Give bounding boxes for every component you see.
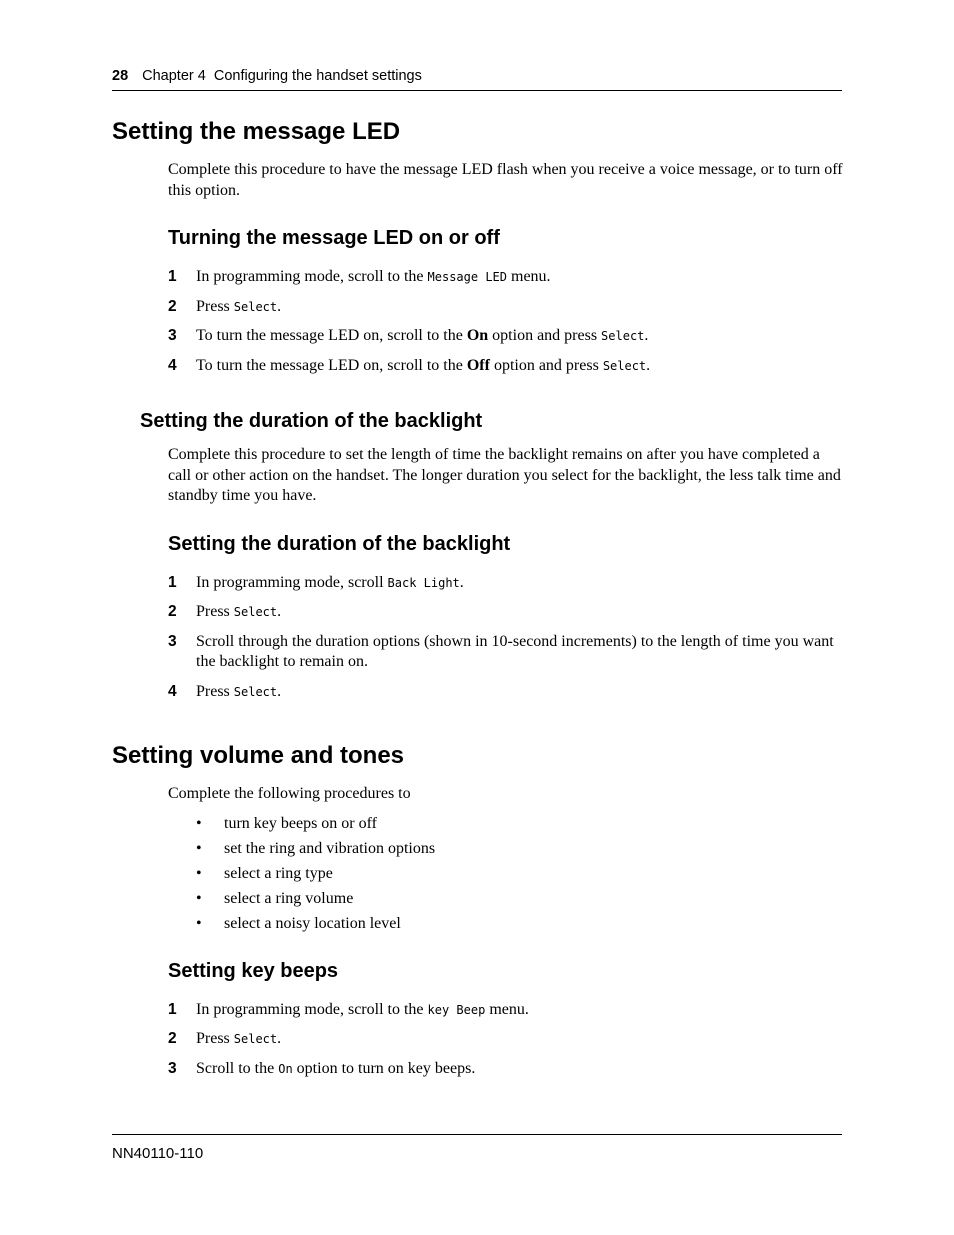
section-intro-message-led: Complete this procedure to have the message LED flash when you receive a voice message, or to turn off this option. [168,161,843,199]
step-text: In programming mode, scroll to the key Beep menu. [196,1001,529,1018]
step-text: To turn the message LED on, scroll to the On option and press Select. [196,327,649,344]
menu-code: On [278,1062,293,1076]
section-title-message-led: Setting the message LED [112,118,401,145]
step-text: Press Select. [196,683,282,700]
menu-code: Select [233,605,278,619]
section-intro-backlight: Complete this procedure to set the length of time the backlight remains on after you have completed a call or other action on the handset. The longer duration you select for the backlight, the less talk time and standby time you have. [168,446,841,504]
menu-code: Select [233,1032,278,1046]
bullet-icon: • [196,890,202,907]
page-header [112,68,842,91]
step-text: In programming mode, scroll to the Message LED menu. [196,268,551,285]
chapter-title: Chapter 4 Configuring the handset settings [142,68,422,84]
menu-code: key Beep [427,1003,486,1017]
subsection-title-key-beeps: Setting key beeps [168,960,339,982]
step-number: 3 [168,327,177,344]
step-number: 1 [168,1001,177,1018]
step-number: 3 [168,1060,177,1077]
step-number: 2 [168,298,177,315]
subsection-title-backlight: Setting the duration of the backlight [168,533,511,555]
section-title-backlight: Setting the duration of the backlight [140,410,483,432]
page-number: 28 [112,68,129,84]
bullet-icon: • [196,915,202,932]
step-number: 3 [168,633,177,650]
step-text: Scroll to the On option to turn on key beeps. [196,1060,476,1077]
step-number: 1 [168,574,177,591]
step-text: Press Select. [196,298,282,315]
step-text: To turn the message LED on, scroll to the Off option and press Select. [196,357,651,374]
bullet-icon: • [196,865,202,882]
page-footer [112,1134,842,1162]
option-name: On [466,327,489,344]
subsection-title-led-on-off: Turning the message LED on or off [168,227,500,249]
step-number: 4 [168,683,177,700]
menu-code: Select [233,300,278,314]
section-intro-volume-tones: Complete the following procedures to [168,785,411,802]
menu-code: Message LED [427,270,507,284]
menu-code: Back Light [387,576,460,590]
bullet-icon: • [196,840,202,857]
step-number: 4 [168,357,177,374]
menu-code: Select [601,329,645,343]
menu-code: Select [233,685,278,699]
document-number: NN40110-110 [112,1145,204,1162]
step-number: 2 [168,603,177,620]
section-title-volume-tones: Setting volume and tones [112,742,405,769]
menu-code: Select [602,359,647,373]
bullet-icon: • [196,815,202,832]
step-text: Press Select. [196,1030,282,1047]
step-text: In programming mode, scroll Back Light. [196,574,464,591]
step-text: Press Select. [196,603,282,620]
option-name: Off [466,357,490,374]
step-number: 2 [168,1030,177,1047]
step-text: Scroll through the duration options (shown in 10-second increments) to the length of time you want the backlight to remain on. [196,633,834,670]
step-number: 1 [168,268,177,285]
